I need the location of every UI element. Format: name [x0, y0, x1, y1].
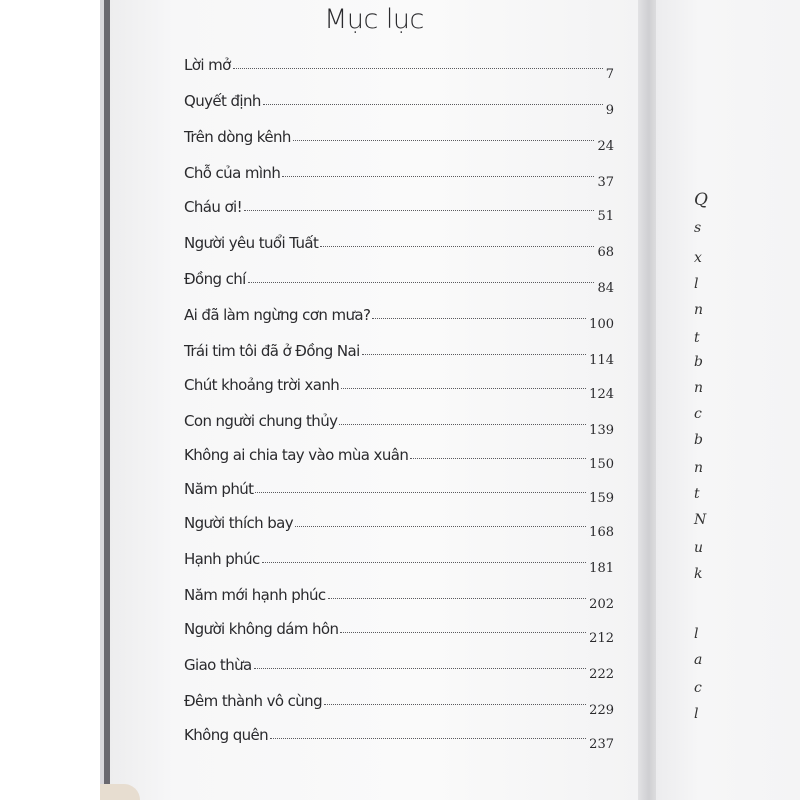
- toc-entry-title: Quyết định: [184, 92, 261, 110]
- toc-entry-title: Người thích bay: [184, 514, 294, 532]
- dot-leader: [293, 140, 595, 141]
- dot-leader: [340, 632, 586, 633]
- dot-leader: [320, 246, 594, 247]
- dot-leader: [341, 388, 586, 389]
- toc-entry: [184, 650, 614, 682]
- dot-leader: [328, 598, 587, 599]
- dot-leader: [255, 492, 586, 493]
- toc-entry-title: Trên dòng kênh: [184, 128, 291, 146]
- toc-entry: [184, 192, 614, 224]
- toc-entry-page: 159: [589, 491, 614, 506]
- toc-entry: [184, 544, 614, 576]
- toc-entry-title: Đêm thành vô cùng: [184, 692, 322, 710]
- dot-leader: [233, 68, 603, 69]
- toc-entry-page: 202: [589, 597, 614, 612]
- toc-entry: [184, 50, 614, 82]
- toc-page: [110, 0, 638, 800]
- toc-entry: [184, 228, 614, 260]
- toc-entry: [184, 122, 614, 154]
- toc-entry-page: 114: [589, 353, 614, 368]
- toc-entry: [184, 300, 614, 332]
- toc-entry-page: 68: [597, 245, 614, 260]
- dot-leader: [410, 458, 586, 459]
- facing-page-letter: t: [694, 486, 700, 502]
- dot-leader: [362, 354, 586, 355]
- toc-entry-title: Ai đã làm ngừng cơn mưa?: [184, 306, 371, 324]
- facing-page-letter: x: [694, 250, 702, 266]
- toc-entry-title: Người yêu tuổi Tuất: [184, 234, 319, 252]
- toc-entry-title: Lời mở: [184, 56, 231, 74]
- toc-entry-page: 139: [589, 423, 614, 438]
- facing-page-letter: b: [694, 354, 703, 370]
- toc-entry-title: Chút khoảng trời xanh: [184, 376, 340, 394]
- facing-page-letter: c: [694, 406, 702, 422]
- toc-entry: [184, 580, 614, 612]
- toc-entry: [184, 158, 614, 190]
- toc-entry: [184, 406, 614, 438]
- facing-page-letter: n: [694, 302, 704, 318]
- toc-entry-title: Người không dám hôn: [184, 620, 339, 638]
- dot-leader: [254, 668, 587, 669]
- toc-entry: [184, 508, 614, 540]
- facing-page-letter: l: [694, 706, 699, 722]
- toc-entry-title: Năm phút: [184, 480, 254, 498]
- toc-entry-page: 7: [605, 67, 614, 82]
- facing-page: [656, 0, 800, 800]
- toc-entry-page: 150: [589, 457, 614, 472]
- toc-entry: [184, 264, 614, 296]
- facing-page-letter: Q: [694, 190, 708, 210]
- dot-leader: [248, 282, 595, 283]
- toc-entry-title: Năm mới hạnh phúc: [184, 586, 326, 604]
- toc-entry-page: 37: [597, 175, 614, 190]
- toc-entry-page: 229: [589, 703, 614, 718]
- toc-entry-page: 51: [597, 209, 614, 224]
- dot-leader: [244, 210, 594, 211]
- toc-entry: [184, 86, 614, 118]
- toc-entry-page: 181: [589, 561, 614, 576]
- facing-page-letter: b: [694, 432, 703, 448]
- toc-entry: [184, 614, 614, 646]
- toc-entry-page: 237: [589, 737, 614, 752]
- toc-entry-page: 212: [589, 631, 614, 646]
- toc-entry: [184, 370, 614, 402]
- toc-entry: [184, 720, 614, 752]
- toc-entry-title: Con người chung thủy: [184, 412, 338, 430]
- dot-leader: [295, 526, 586, 527]
- dot-leader: [339, 424, 586, 425]
- toc-entry-title: Đồng chí: [184, 270, 246, 288]
- facing-page-letter: l: [694, 626, 699, 642]
- page-title: Mục lục: [324, 4, 424, 35]
- facing-page-letter: a: [694, 652, 703, 668]
- toc-entry: [184, 336, 614, 368]
- toc-entry-page: 100: [589, 317, 614, 332]
- book-left-edge: [0, 0, 110, 800]
- toc-entry: [184, 686, 614, 718]
- facing-page-letter: c: [694, 680, 702, 696]
- toc-entry: [184, 474, 614, 506]
- toc-entry-title: Không ai chia tay vào mùa xuân: [184, 446, 409, 464]
- toc-entry-title: Trái tim tôi đã ở Đồng Nai: [184, 342, 360, 360]
- toc-entry-title: Không quên: [184, 726, 269, 744]
- dot-leader: [263, 104, 603, 105]
- toc-entry-page: 84: [597, 281, 614, 296]
- toc-entry-page: 222: [589, 667, 614, 682]
- toc-entry-page: 124: [589, 387, 614, 402]
- facing-page-letter: u: [694, 540, 704, 556]
- toc-entry-title: Giao thừa: [184, 656, 252, 674]
- toc-entry-title: Chỗ của mình: [184, 164, 281, 182]
- dot-leader: [282, 176, 594, 177]
- toc-entry-title: Hạnh phúc: [184, 550, 260, 568]
- facing-page-letter: n: [694, 460, 704, 476]
- facing-page-letter: k: [694, 566, 703, 582]
- facing-page-letter: n: [694, 380, 704, 396]
- dot-leader: [372, 318, 586, 319]
- toc-entry-page: 168: [589, 525, 614, 540]
- toc-entry-page: 24: [597, 139, 614, 154]
- book-gutter: [638, 0, 656, 800]
- toc-entry-page: 9: [605, 103, 614, 118]
- dot-leader: [262, 562, 587, 563]
- dot-leader: [324, 704, 586, 705]
- facing-page-letter: N: [694, 512, 707, 528]
- dot-leader: [270, 738, 586, 739]
- toc-entry: [184, 440, 614, 472]
- facing-page-letter: t: [694, 330, 700, 346]
- facing-page-letter: l: [694, 276, 699, 292]
- facing-page-letter: s: [694, 220, 702, 236]
- toc-entry-title: Cháu ơi!: [184, 198, 243, 216]
